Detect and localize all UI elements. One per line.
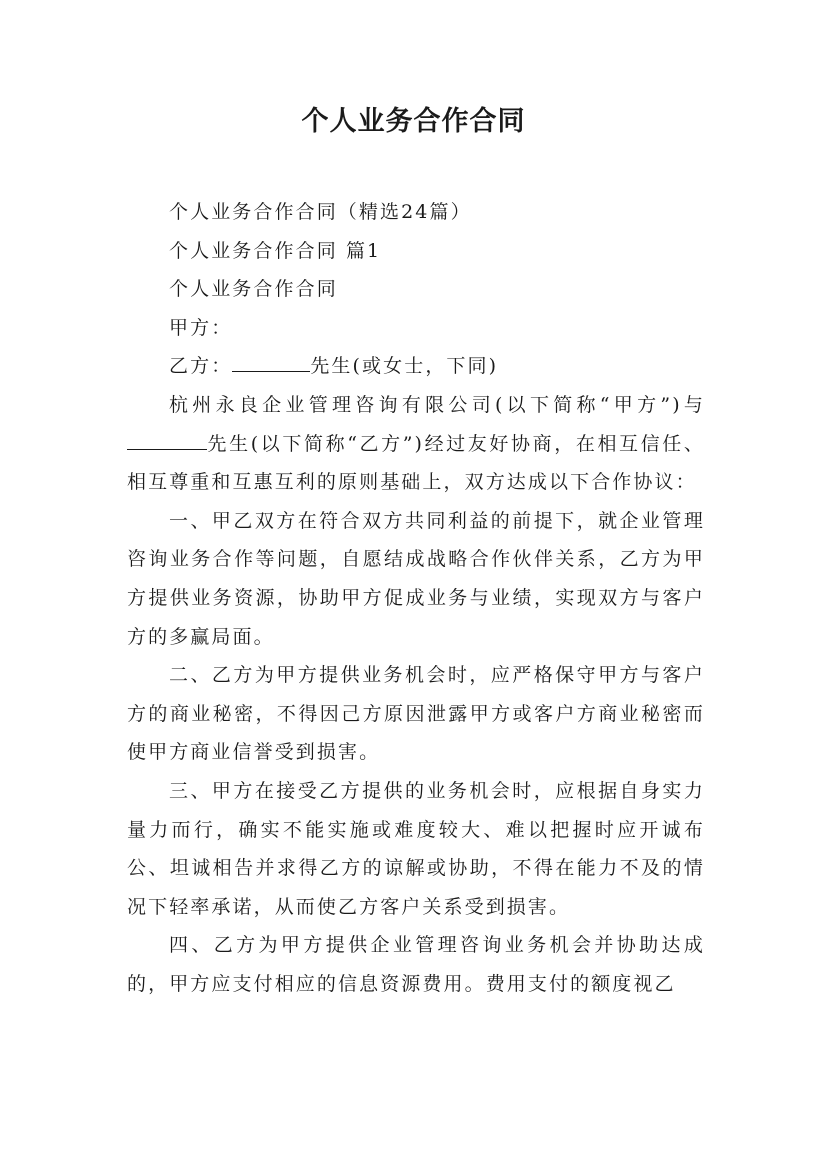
party-a-line: 甲方： (169, 316, 233, 339)
intro-part2: 先生(以下简称“乙方”)经过友好协商，在相互信任、相互尊重和互惠互利的原则基础上，双方达成以下合作协议： (127, 432, 705, 494)
heading-contract: 个人业务合作合同 (169, 278, 338, 301)
intro-blank (127, 427, 207, 450)
heading-part: 个人业务合作合同 篇1 (169, 239, 382, 262)
intro-part1: 杭州永良企业管理咨询有限公司(以下简称“甲方”)与 (169, 393, 705, 416)
intro-paragraph (127, 386, 705, 502)
party-b-prefix: 乙方： (169, 355, 233, 378)
document-title: 个人业务合作合同 (301, 106, 526, 137)
party-b-line (127, 347, 705, 386)
document-body (127, 193, 705, 1003)
heading-collection: 个人业务合作合同（精选24篇） (169, 201, 472, 223)
clause-4: 四、乙方为甲方提供企业管理咨询业务机会并协助达成的，甲方应支付相应的信息资源费用。费用支付的额度视乙 (127, 934, 705, 995)
party-b-suffix: 先生(或女士，下同) (310, 355, 499, 378)
clause-2: 二、乙方为甲方提供业务机会时，应严格保守甲方与客户方的商业秘密，不得因己方原因泄露甲方或客户方商业秘密而使甲方商业信誉受到损害。 (127, 664, 705, 764)
clause-1: 一、甲乙双方在符合双方共同利益的前提下，就企业管理咨询业务合作等问题，自愿结成战略合作伙伴关系，乙方为甲方提供业务资源，协助甲方促成业务与业绩，实现双方与客户方的多赢局面。 (127, 509, 705, 648)
party-b-blank (232, 349, 310, 372)
clause-3: 三、甲方在接受乙方提供的业务机会时，应根据自身实力量力而行，确实不能实施或难度较大、难以把握时应开诚布公、坦诚相告并求得乙方的谅解或协助，不得在能力不及的情况下轻率承诺，从而使乙方客户关系受到损害。 (127, 779, 705, 918)
